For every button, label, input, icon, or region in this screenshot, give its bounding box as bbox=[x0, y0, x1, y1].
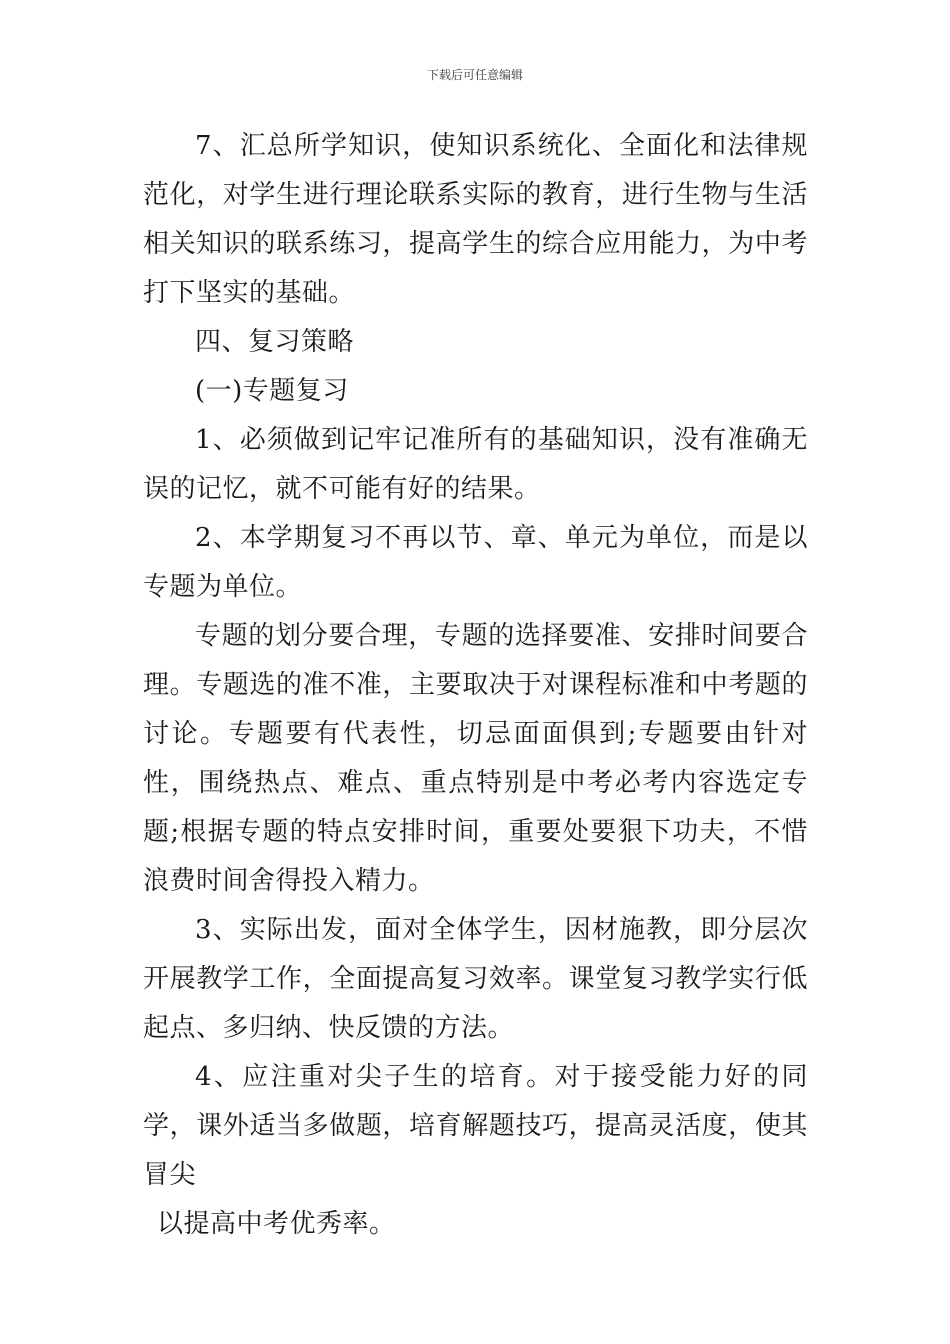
paragraph-point-2: 2、本学期复习不再以节、章、单元为单位，而是以专题为单位。 bbox=[143, 523, 808, 602]
subsection-heading-topic-review: (一)专题复习 bbox=[195, 376, 349, 406]
page-header: 下载后可任意编辑 bbox=[426, 68, 523, 82]
paragraph-point-4-continued: 以提高中考优秀率。 bbox=[157, 1209, 396, 1239]
paragraph-point-4: 4、应注重对尖子生的培育。对于接受能力好的同学，课外适当多做题，培育解题技巧，提高灵活度，使其冒尖 bbox=[143, 1062, 808, 1190]
section-heading-strategy: 四、复习策略 bbox=[195, 327, 355, 357]
document-body bbox=[143, 122, 808, 1249]
paragraph-item-7: 7、汇总所学知识，使知识系统化、全面化和法律规范化，对学生进行理论联系实际的教育，进行生物与生活相关知识的联系练习，提高学生的综合应用能力，为中考打下坚实的基础。 bbox=[143, 131, 808, 308]
paragraph-point-3: 3、实际出发，面对全体学生，因材施教，即分层次开展教学工作，全面提高复习效率。课堂复习教学实行低起点、多归纳、快反馈的方法。 bbox=[143, 915, 808, 1043]
paragraph-point-1: 1、必须做到记牢记准所有的基础知识，没有准确无误的记忆，就不可能有好的结果。 bbox=[143, 425, 808, 504]
paragraph-topic-division: 专题的划分要合理，专题的选择要准、安排时间要合理。专题选的准不准，主要取决于对课程标准和中考题的讨论。专题要有代表性，切忌面面俱到;专题要由针对性，围绕热点、难点、重点特别是中考必考内容选定专题;根据专题的特点安排时间，重要处要狠下功夫，不惜浪费时间舍得投入精力。 bbox=[143, 621, 808, 896]
